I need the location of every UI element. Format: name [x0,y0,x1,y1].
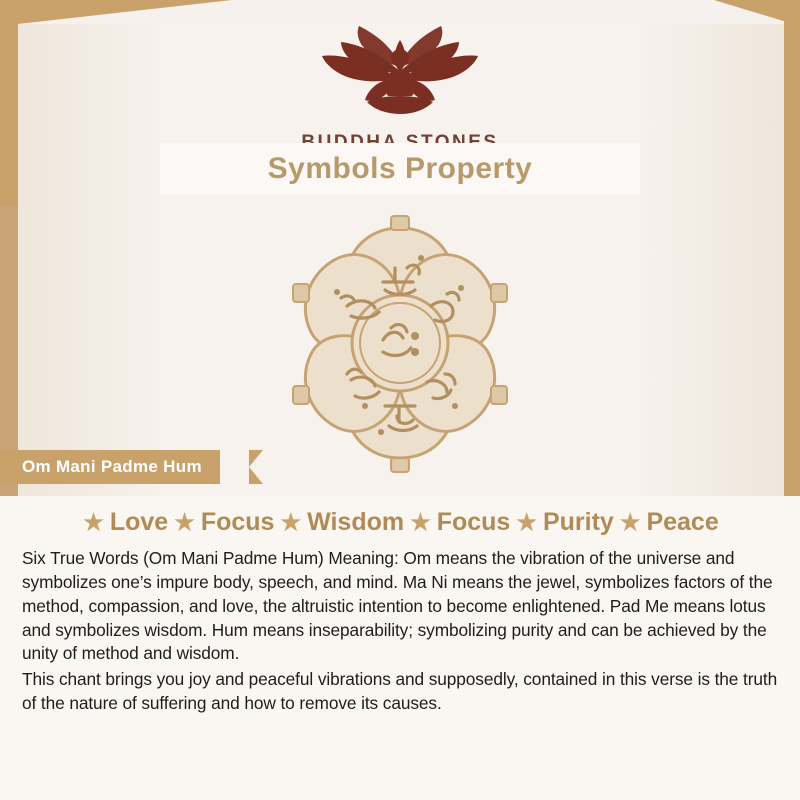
star-icon: ★ [619,509,641,535]
star-icon: ★ [83,509,104,535]
lotus-meditation-figure-icon [305,20,495,130]
keyword-purity: Purity [542,508,614,536]
paragraph-group [0,537,800,716]
ribbon-tail-decoration [249,450,263,484]
keyword-focus-1: Focus [200,508,275,536]
keyword-focus-2: Focus [436,508,511,536]
meaning-paragraph: Six True Words (Om Mani Padme Hum) Meaning: Om means the vibration of the universe and symbolizes one’s impure body, speech, and mind. Ma Ni means the jewel, symbolizes factors of the method, compassion, and love, the altruistic intention to become enlightened. Pad Me means lotus and symbolizes wisdom. Hum means inseparability; symbolizing purity and can be achieved by the unity of method and wisdom. [22,548,773,664]
keyword-peace: Peace [646,508,719,536]
ribbon-label: Om Mani Padme Hum [22,457,202,476]
star-icon: ★ [516,509,537,535]
description-section [0,496,800,800]
page-title: Symbols Property [267,152,533,185]
star-icon: ★ [280,509,302,535]
ribbon-tag [0,450,220,484]
keyword-wisdom: Wisdom [307,508,405,536]
om-mani-padme-hum-lotus-mandala-icon [255,210,545,480]
star-icon: ★ [174,509,195,535]
star-icon: ★ [410,509,431,535]
chant-paragraph: This chant brings you joy and peaceful vibrations and supposedly, contained in this verse is the truth of the nature of suffering and how to remove its causes. [22,669,778,714]
keyword-list [0,496,800,537]
brand-logo [0,20,800,154]
keyword-love: Love [109,508,169,536]
title-bar [160,143,640,195]
